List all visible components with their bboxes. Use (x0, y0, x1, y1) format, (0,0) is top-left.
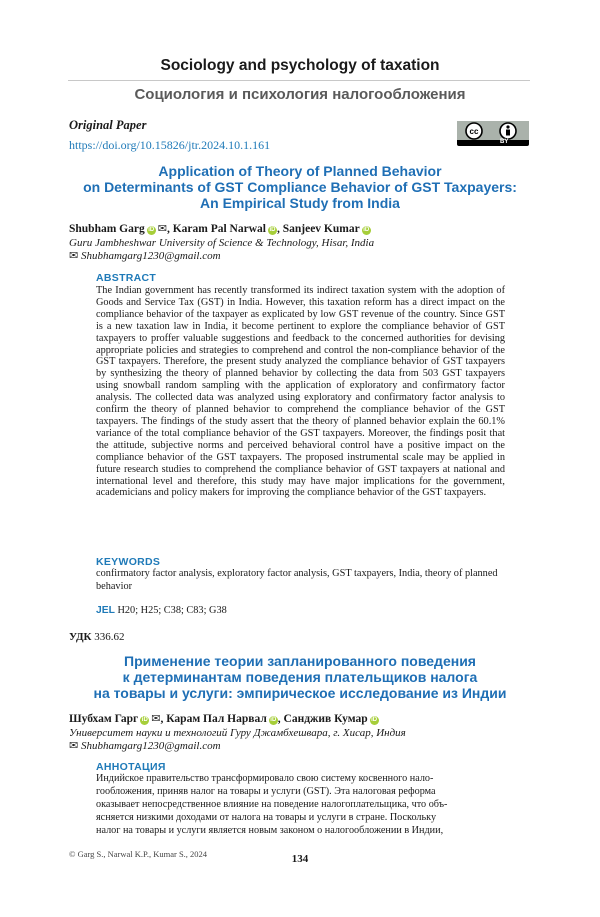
abstract-text: The Indian government has recently transformed its indirect taxation system with the adoption of Goods and Service Tax (GST) in India. However, this taxation reform has a direct impact on the compliance behavior of the taxpayer as explicated by low GST revenue of the country. Since GST is a new taxation law in India, it become pertinent to explore the compliance behavior of GST taxpayers to proffer valuable suggestions and feedback to the concerned authorities for devising appropriate policies and strategies to comprehend and control the non-compliance behavior of the GST taxpayers. Therefore, the present study analyzed the compliance behavior of GST taxpayers by synthesizing the theory of planned behavior by collecting the data from 503 GST taxpayers using snowball random sampling with the application of exploratory and confirmatory factor analysis. The collected data was analyzed using exploratory and confirmatory factor analysis to confirm the theory of planned behavior to comprehend the compliance behavior of the GST taxpayers. The findings of the study assert that the theory of planned behavior explain the 60.1% variance of the total compliance behavior of the GST taxpayers. Moreover, the findings posit that the attitude, subjective norms and perceived behavioral control have a positive impact on the compliance behavior of the GST taxpayers. The proposed instrumental scale may be applied in future research studies to comprehend the compliance behavior of GST taxpayers at national and international level and therefore, this study may have major implications for the government, academicians and policy makers for improving the compliance behavior of the GST taxpayers. (96, 285, 505, 499)
cc-badge-top (457, 121, 529, 140)
paper-type: Original Paper (69, 118, 147, 132)
jel-codes: H20; H25; C38; C83; G38 (117, 605, 227, 616)
author-name[interactable]: Шубхам Гарг (69, 713, 139, 725)
udk-label: УДК (69, 631, 92, 643)
author-name[interactable]: Sanjeev Kumar (282, 223, 360, 235)
udk-line (69, 631, 125, 643)
author-name[interactable]: Карам Пал Нарвал (166, 713, 267, 725)
cc-license-badge[interactable] (457, 121, 529, 146)
udk-value: 336.62 (94, 631, 125, 643)
email-ru[interactable]: Shubhamgarg1230@gmail.com (80, 740, 221, 752)
journal-section-title-ru: Социология и психология налогообложения (134, 86, 466, 103)
article-title-en-line-2: on Determinants of GST Compliance Behavior of GST Taxpayers: (83, 179, 517, 195)
annotation-line: оказывает непосредственное влияние на поведение налогоплательщика, что объ- (96, 799, 448, 810)
copyright: © Garg S., Narwal K.P., Kumar S., 2024 (69, 849, 208, 859)
keywords-text: confirmatory factor analysis, exploratory factor analysis, GST taxpayers, India, theory of planned behavior (96, 568, 498, 592)
email-ru-line (69, 740, 221, 753)
author-name[interactable]: Санджив Кумар (283, 713, 368, 725)
affiliation-ru: Университет науки и технологий Гуру Джамбхешвара, г. Хисар, Индия (69, 727, 406, 739)
orcid-icon[interactable]: iD (363, 227, 370, 233)
jel-label: JEL (96, 605, 115, 616)
annotation-line: Индийское правительство трансформировало свою систему косвенного нало- (96, 773, 434, 784)
email-en-line (69, 250, 221, 263)
header-divider (68, 80, 530, 81)
orcid-icon[interactable]: iD (269, 227, 276, 233)
cc-icon (457, 121, 529, 140)
authors-en: Shubham Garg iD ✉, Karam Pal Narwal iD , Sanjeev Kumar iD (69, 223, 370, 235)
envelope-icon[interactable]: ✉ (157, 223, 167, 235)
abstract-heading: ABSTRACT (96, 272, 157, 284)
article-title-en-line-1: Application of Theory of Planned Behavior (158, 163, 442, 179)
envelope-icon: ✉ (69, 250, 79, 262)
page-number: 134 (291, 853, 309, 865)
journal-section-title-en: Sociology and psychology of taxation (160, 57, 440, 74)
envelope-icon[interactable]: ✉ (151, 713, 161, 725)
annotation-text (96, 772, 505, 837)
article-title-ru-line-1: Применение теории запланированного поведения (124, 653, 476, 669)
envelope-icon: ✉ (69, 740, 79, 752)
article-title-en-line-3: An Empirical Study from India (200, 195, 400, 211)
cc-by-label: BY (500, 139, 509, 145)
authors-ru: Шубхам Гарг iD ✉, Карам Пал Нарвал iD , Санджив Кумар iD (69, 713, 378, 725)
orcid-icon[interactable]: iD (371, 717, 378, 723)
author-name[interactable]: Karam Pal Narwal (172, 223, 266, 235)
jel-line (96, 605, 227, 616)
svg-text:cc: cc (469, 127, 479, 136)
email-en[interactable]: Shubhamgarg1230@gmail.com (80, 250, 221, 262)
affiliation-en: Guru Jambheshwar University of Science & Technology, Hisar, India (69, 237, 375, 249)
keywords-heading: KEYWORDS (96, 556, 161, 568)
orcid-icon[interactable]: iD (141, 717, 148, 723)
doi-link[interactable]: https://doi.org/10.15826/jtr.2024.10.1.161 (69, 138, 271, 152)
annotation-line: налог на товары и услуги является новым законом о налогообложении в Индии, (96, 825, 444, 836)
orcid-icon[interactable]: iD (148, 227, 155, 233)
annotation-line: ясняется низкими доходами от налога на товары и услуги в стране. Поскольку (96, 812, 437, 823)
orcid-icon[interactable]: iD (270, 717, 277, 723)
article-title-ru-line-2: к детерминантам поведения плательщиков налога (122, 669, 478, 685)
article-title-ru-line-3: на товары и услуги: эмпирическое исследование из Индии (93, 685, 507, 701)
annotation-line: гообложения, приняв налог на товары и услуги (GST). Эта налоговая реформа (96, 786, 436, 797)
annotation-heading: АННОТАЦИЯ (96, 761, 166, 773)
author-name[interactable]: Shubham Garg (69, 223, 145, 235)
